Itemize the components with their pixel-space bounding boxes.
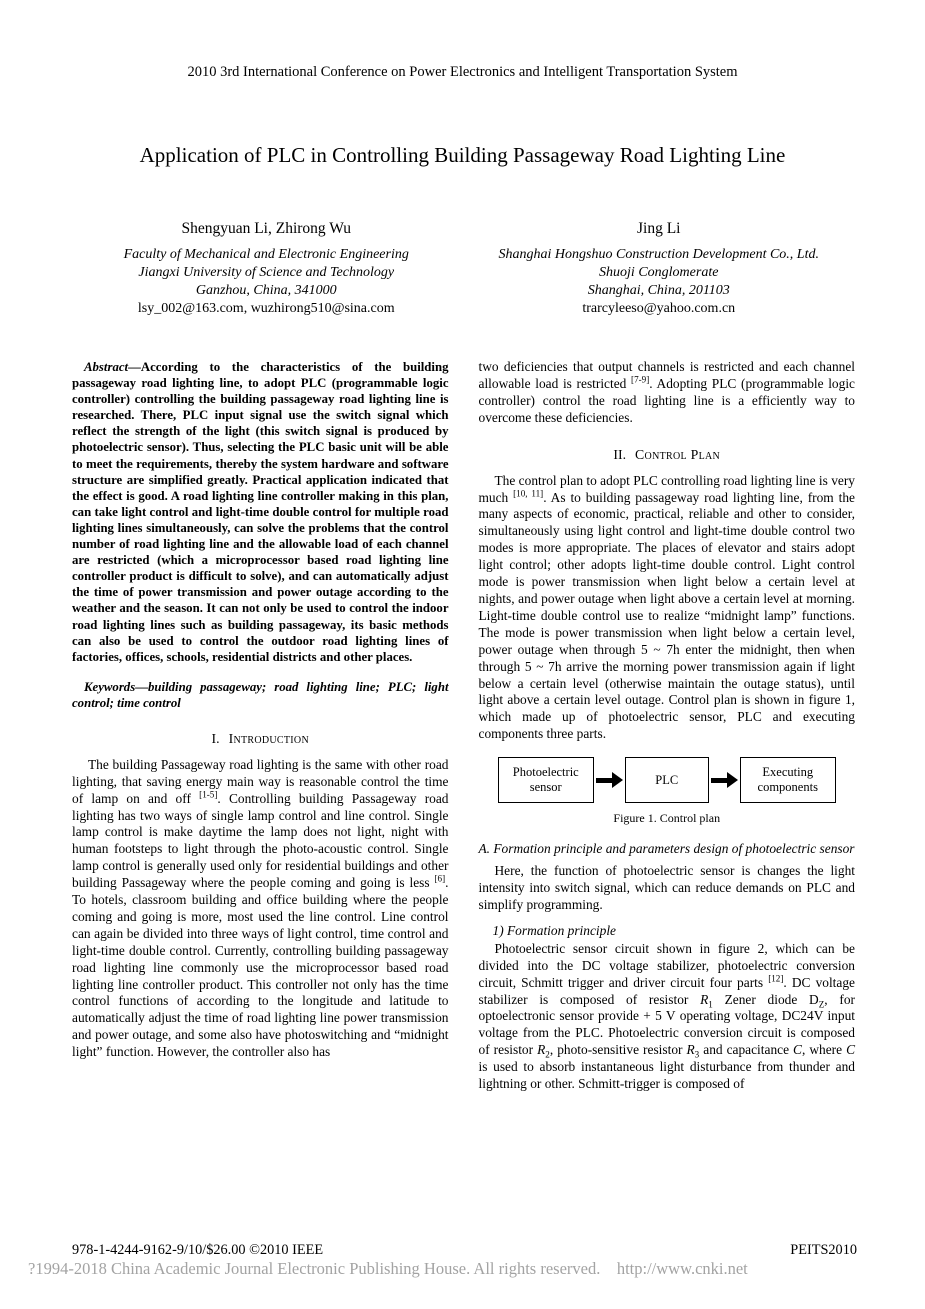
paper-title: Application of PLC in Controlling Building Passageway Road Lighting Line <box>139 143 786 167</box>
figure-1-caption: Figure 1. Control plan <box>613 811 721 826</box>
introduction-paragraph: The building Passageway road lighting is the same with other road lighting, that saving energy main way is reasonable control the time of lamp on and off [1-5]. Controlling building Passageway road lighting has two ways of single lamp control and line control. Single lamp control is make daytime the lamp does not light, night with human footsteps to light through the photo-acoustic control. Single lamp control is generally used only for residential buildings and other building Passageway where the people coming and going is less [6]. To hotels, classroom building and office building where the people coming and going is more, most used the line control. Line control can again be divided into three ways of light control, time control and light-time double control. Currently, controlling building passageway road lighting line commonly use the microprocessor based road lighting line controller product. This controller not only has the time control functions of according to the longitude and latitude to automatically adjust the time of road lighting line power transmission and power outage, and some also have photoswitching and “midnight light” function. However, the controller also has <box>72 756 449 1060</box>
abstract-text: According to the characteristics of the building passageway road lighting line, to adopt PLC (programmable logic controller) controlling the building passageway road lighting line is researched. There, PLC input signal use the switch signal which reflect the strength of the light (this switch signal is produced by photoelectric sensor). Thus, selecting the PLC basic unit will be able to meet the requirements, thereby the system hardware and software structure are simplified greatly. Practical application indicated that the effect is good. A road lighting line controller making in this plan, can take light control and light-time double control for multiple road lighting lines simultaneously, can solve the problems that the control number of road lighting line and the allowable load of each channel are restricted (which a microprocessor based road lighting line controller product is difficult to solve), and can automatically adjust the time of power transmission and power outage according to the weather and the season. It can not only be used to control the indoor road lighting lines such as building passageway, its basic methods can also be used to control the outdoor road lighting lines of factories, offices, schools, residential districts and other places. <box>72 360 449 664</box>
section-1-title: Introduction <box>228 730 309 746</box>
affiliation-right-line2: Shuoji Conglomerate <box>599 265 719 280</box>
affiliation-right-line3: Shanghai, China, 201103 <box>587 283 730 298</box>
arrow-shaft <box>711 778 727 783</box>
body-columns <box>72 359 855 1101</box>
figure-box-executing-components: Executing components <box>740 757 836 803</box>
control-plan-paragraph: The control plan to adopt PLC controlling road lighting line is very much [10, 11]. As to building passageway road lighting line, from the many aspects of economic, practical, reliable and other to consider, simultaneously using light control and light-time double control two modes is more appropriate. The places of elevator and stairs adopt light control; other adopts light-time double control. Light control mode is power transmission when light below a certain level at nights, and power outage when light above a certain level at morning. Light-time double control use to realize “midnight lamp” functions. The mode is power transmission when light below a certain level, power outage when through 5 ~ 7h enter the midnight, then when through 5 ~ 7h arrive the morning power transmission again if light below a certain level (otherwise maintain the outage status), until light above a certain level outage. Control plan is shown in figure 1, which made up of photoelectric sensor, PLC and executing components three parts. <box>478 472 855 742</box>
conference-tag: PEITS2010 <box>790 1242 857 1258</box>
arrow-shaft <box>596 778 612 783</box>
cnki-watermark: ?1994-2018 China Academic Journal Electronic Publishing House. All rights reserved. http://www.cnki.net <box>28 1259 748 1278</box>
figure-1-diagram <box>479 757 856 803</box>
affiliation-left-line1: Faculty of Mechanical and Electronic Engineering <box>123 247 409 262</box>
affiliation-left-line3: Ganzhou, China, 341000 <box>195 283 337 298</box>
sensor-function-paragraph: Here, the function of photoelectric sensor is changes the light intensity into switch signal, which can reduce demands on PLC and simplify programming. <box>478 863 855 912</box>
section-2-heading <box>479 447 856 463</box>
right-column <box>479 359 856 1101</box>
affiliation-right-line1: Shanghai Hongshuo Construction Development Co., Ltd. <box>498 247 819 262</box>
figure-box-photoelectric-sensor: Photoelectric sensor <box>498 757 594 803</box>
subsubsection-1-heading: 1) Formation principle <box>492 922 616 938</box>
right-arrow-icon <box>711 772 738 788</box>
affiliation-left-line2: Jiangxi University of Science and Technology <box>138 265 395 280</box>
author-block-right <box>463 220 856 317</box>
formation-principle-paragraph: Photoelectric sensor circuit shown in figure 2, which can be divided into the DC voltage stabilizer, photoelectric conversion circuit, Schmitt trigger and driver circuit four parts [12]. DC voltage stabilizer is composed of resistor $R_1$ Zener diode $D_Z$, for optoelectronic sensor provide + 5 V operating voltage, DC24V input voltage from the PLC. Photoelectric conversion circuit is composed of resistor $R_2$, photo-sensitive resistor $R_3$ and capacitance C, where C is used to absorb instantaneous light disturbance from thunder and lightning or other. Schmitt-trigger is composed of <box>478 940 856 1092</box>
keywords-text: building passageway; road lighting line; PLC; light control; time control <box>72 679 449 710</box>
abstract-label: Abstract— <box>84 360 141 374</box>
abstract <box>72 359 449 665</box>
section-2-number: II. <box>613 446 627 462</box>
author-block-left <box>70 220 463 317</box>
author-names-right: Jing Li <box>637 220 681 237</box>
continued-paragraph: two deficiencies that output channels is restricted and each channel allowable load is restricted [7-9]. Adopting PLC (programmable logic controller) control the road lighting line is a efficiently way to overcome these deficiencies. <box>478 359 855 425</box>
section-1-heading <box>72 731 449 747</box>
subsection-a-heading: A. Formation principle and parameters design of photoelectric sensor <box>478 841 855 857</box>
right-arrow-icon <box>596 772 623 788</box>
left-column <box>72 359 449 1101</box>
keywords-label: Keywords— <box>84 679 148 694</box>
page-footer <box>72 1242 857 1259</box>
author-email-right: trarcyleeso@yahoo.com.cn <box>582 301 736 316</box>
author-blocks <box>70 220 855 317</box>
keywords <box>72 679 449 711</box>
arrow-head <box>612 772 623 788</box>
section-2-title: Control Plan <box>635 446 721 462</box>
section-1-number: I. <box>211 730 220 746</box>
figure-box-plc: PLC <box>625 757 709 803</box>
arrow-head <box>727 772 738 788</box>
copyright-notice: 978-1-4244-9162-9/10/$26.00 ©2010 IEEE <box>72 1242 324 1258</box>
conference-header: 2010 3rd International Conference on Power Electronics and Intelligent Transportation System <box>187 64 738 80</box>
author-names-left: Shengyuan Li, Zhirong Wu <box>181 220 352 237</box>
author-email-left: lsy_002@163.com, wuzhirong510@sina.com <box>137 301 395 316</box>
